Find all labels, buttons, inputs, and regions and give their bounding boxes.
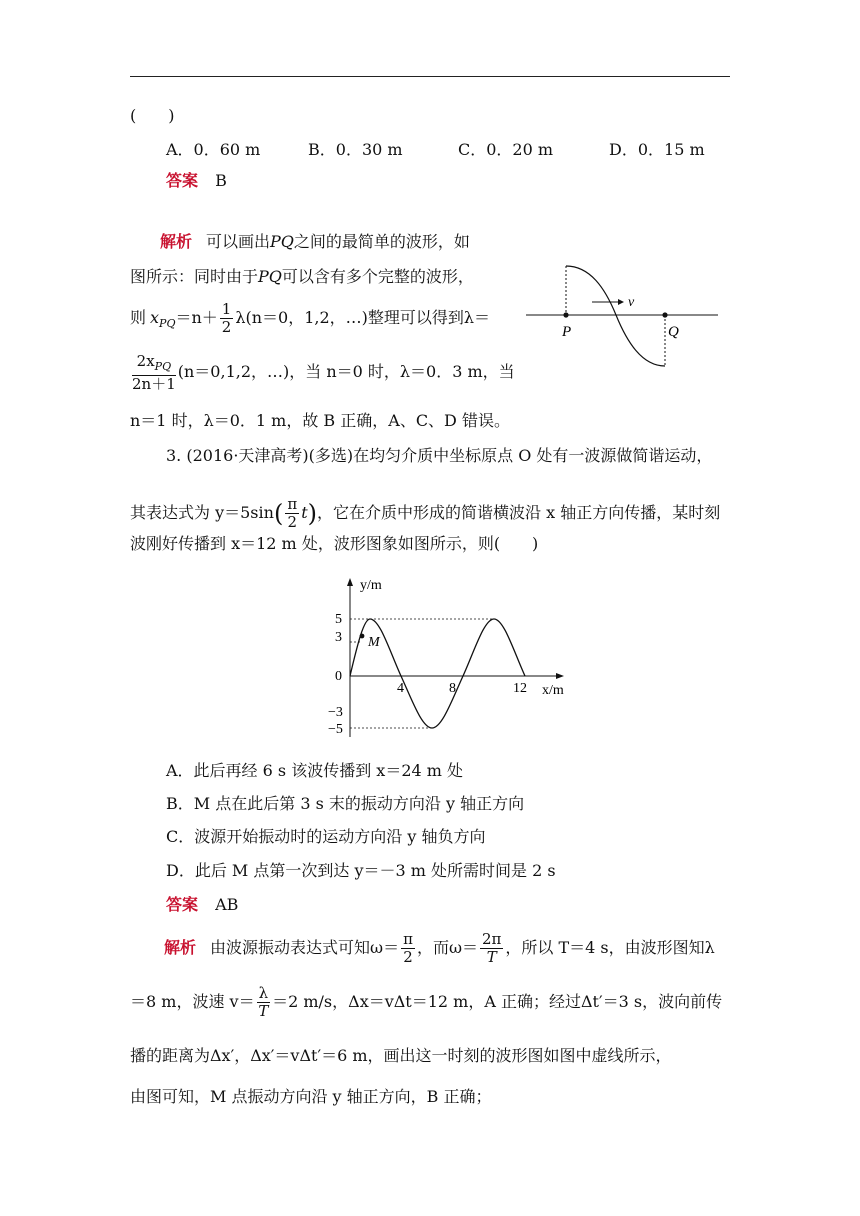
y-tick-m5: −5 (328, 722, 343, 737)
y-axis-label: y/m (360, 578, 382, 593)
q3-option-c: C．波源开始振动时的运动方向沿 y 轴负方向 (166, 827, 486, 846)
q2-analysis-line2: 图所示：同时由于PQ可以含有多个完整的波形， (130, 267, 474, 286)
q3-stem-line1: 3. (2016·天津高考)(多选)在均匀介质中坐标原点 O 处有一波源做简谐运动， (166, 446, 713, 465)
label-v: v (628, 295, 635, 310)
wave-graph (320, 572, 580, 742)
bracket-close: ) (307, 499, 317, 528)
q3-stem-line3: 波刚好传播到 x＝12 m 处，波形图象如图所示，则( ) (130, 534, 539, 553)
analysis-label: 解析 (160, 232, 193, 251)
q3-option-d: D．此后 M 点第一次到达 y＝－3 m 处所需时间是 2 s (166, 861, 556, 880)
q2-analysis-line4: $\frac{2x_{PQ}}{2n+1}$ (n＝0,1,2，…)，当 n＝0 时，λ＝0．3 m，当 (132, 351, 515, 393)
q3-option-b: B．M 点在此后第 3 s 末的振动方向沿 y 轴正方向 (166, 794, 525, 813)
point-m (360, 634, 365, 639)
analysis-label: 解析 (164, 938, 197, 957)
y-tick-3: 3 (335, 630, 342, 645)
x-axis-label: x/m (542, 683, 564, 698)
q2-analysis-line3: 则 $x_{PQ}=n+$ $\frac{1}{2}$ λ(n＝0，1,2，…)整理可以得到λ＝ (130, 300, 491, 336)
x-axis-arrow (556, 673, 564, 679)
answer-value: AB (215, 895, 239, 914)
fraction: $\frac{\pi}{2}$ (287, 495, 298, 531)
q2-analysis-line1: 解析 可以画出PQ之间的最简单的波形，如 (160, 232, 470, 251)
q2-option-a: A．0．60 m (166, 140, 261, 159)
fraction: $\frac{2\pi}{T}$ (482, 930, 502, 966)
q3-option-a: A．此后再经 6 s 该波传播到 x＝24 m 处 (166, 761, 464, 780)
q2-answer (166, 170, 227, 192)
pq-wave-figure (520, 258, 720, 376)
fraction: $\frac{2x_{PQ}}{2n+1}$ (132, 351, 176, 393)
bracket-open: ( (273, 499, 284, 528)
answer-label: 答案 (166, 895, 199, 914)
header-rule (130, 76, 730, 77)
y-tick-0: 0 (335, 669, 342, 684)
fraction: $\frac{1}{2}$ (221, 300, 232, 336)
point-q (662, 312, 667, 317)
point-p (563, 312, 568, 317)
y-tick-m3: −3 (328, 705, 343, 720)
fraction: $\frac{\pi}{2}$ (403, 930, 413, 966)
q3-analysis-line3: 播的距离为Δx′，Δx′＝vΔt′＝6 m，画出这一时刻的波形图如图中虚线所示， (130, 1046, 672, 1065)
answer-bracket: ( ) (130, 106, 175, 125)
x-tick-4: 4 (397, 681, 404, 696)
label-q: Q (668, 324, 679, 340)
fraction: $\frac{\lambda}{T}$ (258, 984, 269, 1020)
q2-option-d: D．0．15 m (609, 140, 705, 159)
velocity-arrow-head (618, 299, 624, 305)
q2-option-b: B．0．30 m (308, 140, 403, 159)
x-tick-8: 8 (449, 681, 456, 696)
q3-analysis-line2: ＝8 m，波速 v＝ $\frac{\lambda}{T}$ ＝2 m/s，Δx＝vΔt＝12 m，A 正确；经过Δt′＝3 s，波向前传 (130, 984, 723, 1020)
x-tick-12: 12 (513, 681, 527, 696)
answer-value: B (215, 171, 227, 190)
y-axis-arrow (347, 578, 353, 586)
q2-analysis-line5: n＝1 时，λ＝0．1 m，故 B 正确，A、C、D 错误。 (130, 411, 510, 430)
q3-stem-line2: 其表达式为 y＝5sin( $\frac{\pi}{2}$ t)，它在介质中形成的简谐横波沿 x 轴正方向传播，某时刻 (130, 495, 721, 531)
q3-analysis-line4: 由图可知，M 点振动方向沿 y 轴正方向，B 正确； (130, 1087, 492, 1106)
wave-curve (566, 266, 665, 366)
point-m-label: M (368, 635, 380, 650)
answer-label: 答案 (166, 171, 199, 190)
y-tick-5: 5 (335, 612, 342, 627)
q3-answer (166, 894, 238, 916)
label-p: P (562, 324, 572, 340)
q3-analysis-line1: 解析 由波源振动表达式可知ω＝ $\frac{\pi}{2}$ ，而ω＝ $\frac{2\pi}{T}$ ，所以 T＝4 s，由波形图知λ (164, 930, 715, 966)
q2-option-c: C．0．20 m (458, 140, 554, 159)
